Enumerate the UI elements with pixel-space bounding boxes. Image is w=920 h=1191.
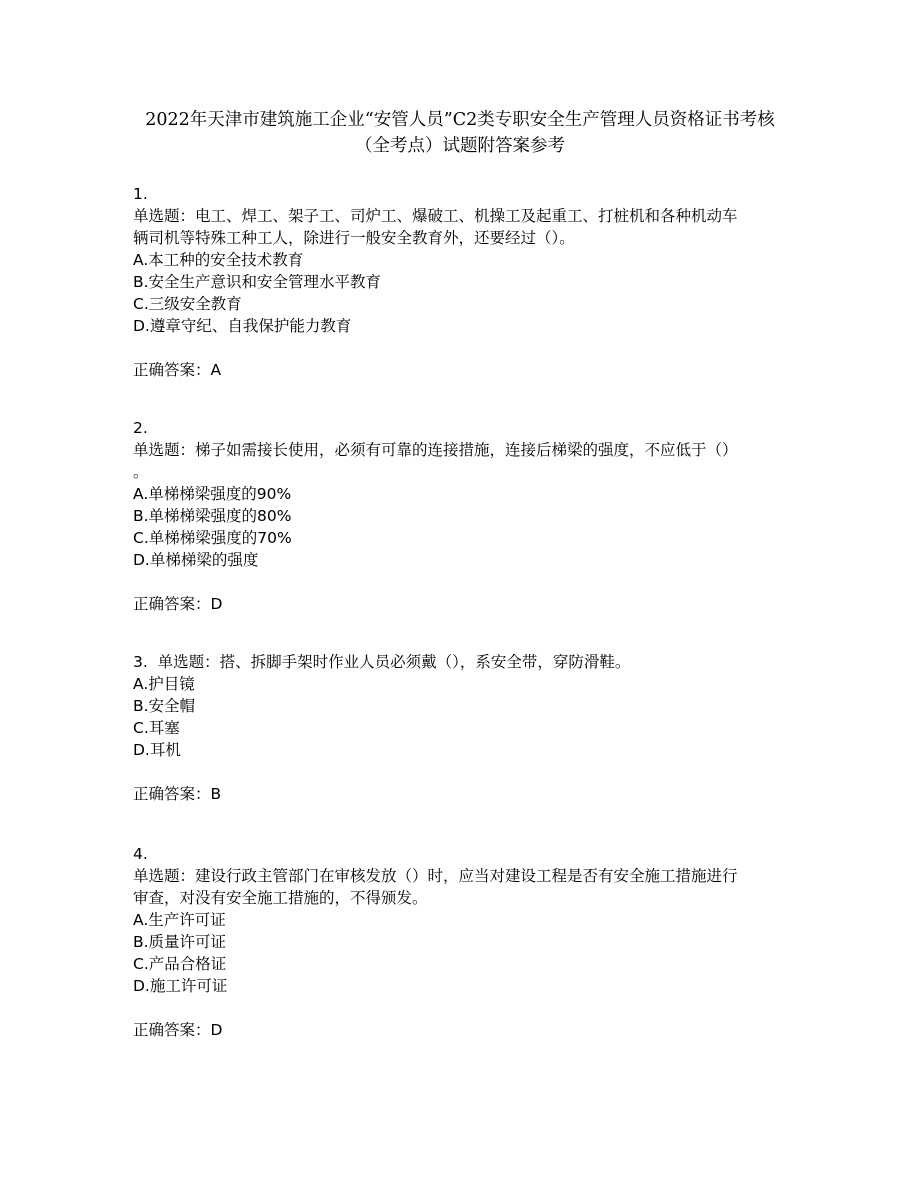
question-number: 4. [133, 845, 148, 863]
option-b: B.单梯梯梁强度的80% [133, 507, 292, 525]
question-stem-line: 单选题：梯子如需接长使用，必须有可靠的连接措施，连接后梯梁的强度，不应低于（） [133, 441, 738, 459]
option-a: A.单梯梯梁强度的90% [133, 485, 292, 503]
option-a: A.生产许可证 [133, 911, 226, 929]
question-stem: 单选题：搭、拆脚手架时作业人员必须戴（），系安全带，穿防滑鞋。 [157, 653, 631, 671]
question-number: 3. [133, 653, 148, 671]
correct-answer: 正确答案：A [133, 361, 222, 379]
option-a: A.本工种的安全技术教育 [133, 251, 304, 269]
question-1 [133, 183, 793, 381]
question-number: 1. [133, 185, 148, 203]
question-number: 2. [133, 419, 148, 437]
question-stem-line [133, 651, 793, 673]
question-3 [133, 651, 793, 805]
correct-answer: 正确答案：D [133, 1021, 223, 1039]
question-stem-line: 审查，对没有安全施工措施的，不得颁发。 [133, 889, 428, 907]
option-c: C.产品合格证 [133, 955, 227, 973]
document-title-line-2: （全考点）试题附答案参考 [355, 136, 565, 156]
question-stem-line: 。 [133, 463, 149, 481]
question-4 [133, 843, 793, 1041]
document-title-line-1: 2022年天津市建筑施工企业“安管人员”C2类专职安全生产管理人员资格证书考核 [145, 110, 775, 130]
option-c: C.三级安全教育 [133, 295, 242, 313]
question-2 [133, 417, 793, 615]
question-stem-line: 单选题：建设行政主管部门在审核发放（）时，应当对建设工程是否有安全施工措施进行 [133, 867, 738, 885]
option-c: C.耳塞 [133, 719, 180, 737]
correct-answer: 正确答案：D [133, 595, 223, 613]
option-a: A.护目镜 [133, 675, 195, 693]
option-d: D.耳机 [133, 741, 181, 759]
option-d: D.单梯梯梁的强度 [133, 551, 259, 569]
option-b: B.质量许可证 [133, 933, 227, 951]
option-d: D.施工许可证 [133, 977, 228, 995]
question-stem-line: 单选题：电工、焊工、架子工、司炉工、爆破工、机操工及起重工、打桩机和各种机动车 [133, 207, 738, 225]
option-c: C.单梯梯梁强度的70% [133, 529, 292, 547]
question-stem-line: 辆司机等特殊工种工人，除进行一般安全教育外，还要经过（）。 [133, 229, 575, 247]
option-b: B.安全帽 [133, 697, 196, 715]
option-b: B.安全生产意识和安全管理水平教育 [133, 273, 382, 291]
correct-answer: 正确答案：B [133, 785, 222, 803]
option-d: D.遵章守纪、自我保护能力教育 [133, 317, 352, 335]
